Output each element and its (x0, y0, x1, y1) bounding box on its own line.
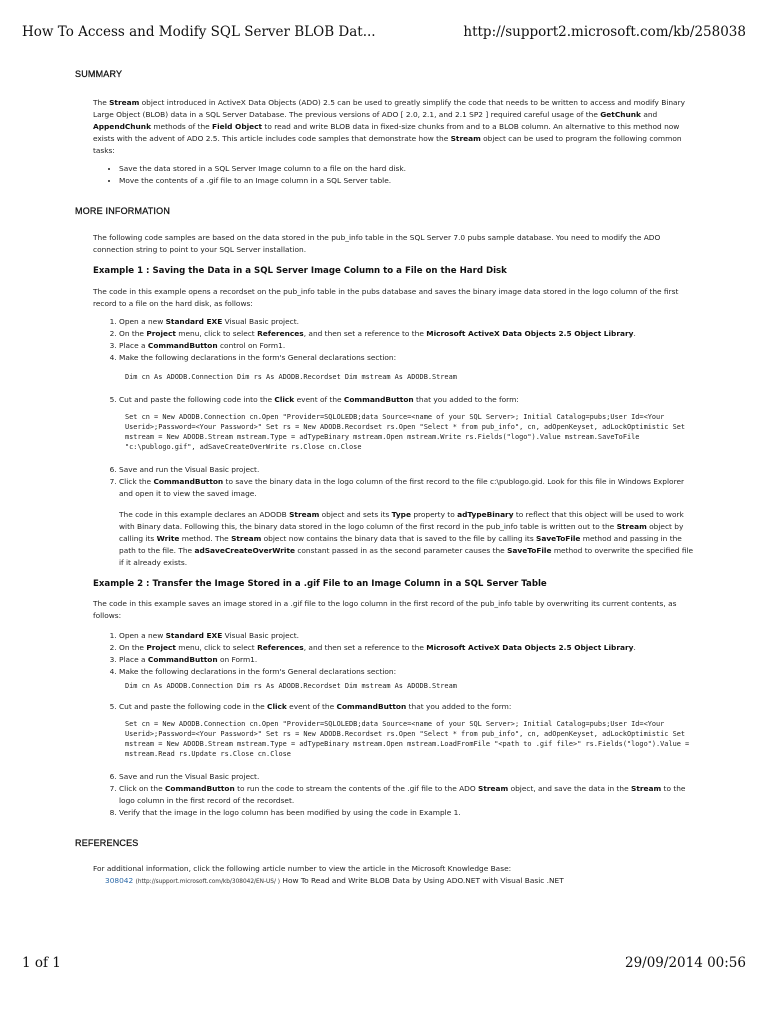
bold-term: Stream (631, 784, 662, 793)
bold-term: Project (146, 329, 176, 338)
bold-term: Write (156, 534, 180, 543)
step-item: 6. Save and run the Visual Basic project. (119, 464, 697, 476)
example2-heading: Example 2 : Transfer the Image Stored in a .gif File to an Image Column in a SQL Server Table (93, 579, 547, 589)
bold-term: Stream (616, 522, 647, 531)
references-intro: For additional information, click the following article number to view the article in the Microsoft Knowledge Base: (93, 864, 512, 873)
step-item: 7. Click the CommandButton to save the binary data in the logo column of the first record to the file c:\publogo.gid. Look for this file in Windows Explorer and open it to view the saved image. (119, 476, 697, 500)
step-item: 3. Place a CommandButton control on Form1. (119, 340, 697, 352)
summary-heading: SUMMARY (75, 69, 123, 79)
bold-term: Type (391, 510, 411, 519)
bold-term: Standard EXE (165, 317, 223, 326)
bold-term: Microsoft ActiveX Data Objects 2.5 Object Library (426, 329, 634, 338)
bold-term: Standard EXE (165, 631, 223, 640)
kb-article-link[interactable]: 308042 (105, 876, 134, 885)
bold-term: adTypeBinary (457, 510, 514, 519)
bold-term: SaveToFile (536, 534, 581, 543)
bold-term: CommandButton (147, 655, 218, 664)
reference-entry (75, 875, 697, 888)
example1-explanation: The code in this example declares an ADODB Stream object and sets its Type property to adTypeBinary to reflect that this object will be used to work with Binary data. Following this, the binary data stored in the logo column of the first record in the pub_info table is written out to the Stream object by calling its Write method. The Stream object now contains the binary data that is saved to the file by calling its SaveToFile method and passing in the path to the file. The adSaveCreateOverWrite constant passed in as the second parameter causes the SaveToFile method to overwrite the specified file if it already exists. (119, 510, 694, 567)
bold-term: Click (274, 395, 295, 404)
bold-term: Stream (478, 784, 509, 793)
print-header (22, 24, 746, 40)
kb-article-url: (http://support.microsoft.com/kb/308042/EN-US/ ) (135, 879, 281, 885)
code-block: Dim cn As ADODB.Connection Dim rs As ADODB.Recordset Dim mstream As ADODB.Stream (125, 682, 457, 690)
bold-term: Project (146, 643, 176, 652)
page-url: http://support2.microsoft.com/kb/258038 (463, 24, 746, 40)
bold-term: GetChunk (600, 110, 641, 119)
summary-bullet: • Save the data stored in a SQL Server Image column to a file on the hard disk. (119, 163, 697, 175)
step-item: 2. On the Project menu, click to select References, and then set a reference to the Microsoft ActiveX Data Objects 2.5 Object Library. (119, 642, 697, 654)
code-block: Set cn = New ADODB.Connection cn.Open "Provider=SQLOLEDB;data Source=<name of your SQL Server>; Initial Catalog=pubs;User Id=<Your Userid>;Password=<Your Password>" Set rs = New ADODB.Recordset rs.Open "Select * from pub_info", cn, adOpenKeyset, adLockOptimistic Set mstream = New ADODB.Stream mstream.Type = adTypeBinary mstream.Open mstream.Write rs.Fields("logo").Value mstream.SaveToFile "c:\publogo.gif", adSaveCreateOverWrite rs.Close cn.Close (125, 413, 686, 451)
code-block: Set cn = New ADODB.Connection cn.Open "Provider=SQLOLEDB;data Source=<name of your SQL Server>; Initial Catalog=pubs;User Id=<Your Userid>;Password=<Your Password>" Set rs = New ADODB.Recordset rs.Open "Select * from pub_info", cn, adOpenKeyset, adLockOptimistic Set mstream = New ADODB.Stream mstream.Type = adTypeBinary mstream.Open mstream.LoadFromFile "<path to .gif file>" rs.Fields("logo").Value = mstream.Read rs.Update rs.Close cn.Close (125, 720, 690, 758)
step-item: 1. Open a new Standard EXE Visual Basic project. (119, 630, 697, 642)
print-footer (22, 955, 746, 971)
step-item: 4. Make the following declarations in the form's General declarations section: (119, 352, 697, 364)
print-datetime: 29/09/2014 00:56 (624, 955, 746, 971)
more-info-paragraph: The following code samples are based on the data stored in the pub_info table in the SQL Server 7.0 pubs sample database. You need to modify the ADO connection string to point to your SQL Server installation. (93, 233, 661, 254)
bold-term: CommandButton (165, 784, 235, 793)
step-item: 8. Verify that the image in the logo column has been modified by using the code in Example 1. (119, 807, 697, 819)
step-item: 4. Make the following declarations in the form's General declarations section: (119, 666, 697, 678)
step-item: 7. Click on the CommandButton to run the code to stream the contents of the .gif file to the ADO Stream object, and save the data in the Stream to the logo column in the first record of the recordset. (119, 783, 697, 807)
example2-steps-c (75, 771, 697, 819)
page-title: How To Access and Modify SQL Server BLOB Dat... (22, 24, 376, 40)
example1-heading: Example 1 : Saving the Data in a SQL Server Image Column to a File on the Hard Disk (93, 266, 507, 276)
example2-steps-b (75, 701, 697, 713)
example1-steps-b (75, 394, 697, 406)
references-heading: REFERENCES (75, 838, 139, 848)
example2-steps-a (75, 630, 697, 678)
example1-steps-a (75, 316, 697, 364)
bold-term: adSaveCreateOverWrite (194, 546, 295, 555)
summary-paragraph: The Stream object introduced in ActiveX Data Objects (ADO) 2.5 can be used to greatly simplify the code that needs to be written to access and modify Binary Large Object (BLOB) data in a SQL Server Database. The previous versions of ADO [ 2.0, 2.1, and 2.1 SP2 ] required careful usage of the GetChunk and AppendChunk methods of the Field Object to read and write BLOB data in fixed-size chunks from and to a BLOB column. An alternative to this method now exists with the advent of ADO 2.5. This article includes code samples that demonstrate how the Stream object can be used to program the following common tasks: (93, 98, 686, 155)
page-number: 1 of 1 (22, 955, 61, 971)
bold-term: References (257, 329, 304, 338)
step-item: 3. Place a CommandButton on Form1. (119, 654, 697, 666)
example1-steps-c (75, 464, 697, 500)
step-item: 1. Open a new Standard EXE Visual Basic project. (119, 316, 697, 328)
step-item: 6. Save and run the Visual Basic project. (119, 771, 697, 783)
bold-term: SaveToFile (507, 546, 552, 555)
example1-intro: The code in this example opens a recordset on the pub_info table in the pubs database and saves the binary image data stored in the logo column of the first record to a file on the hard disk, as follows: (93, 287, 679, 308)
summary-bullet: • Move the contents of a .gif file to an Image column in a SQL Server table. (119, 175, 697, 187)
step-item: 5. Cut and paste the following code in the Click event of the CommandButton that you added to the form: (119, 701, 697, 713)
bold-term: AppendChunk (93, 122, 151, 131)
example2-intro: The code in this example saves an image stored in a .gif file to the logo column in the first record of the pub_info table by overwriting its current contents, as follows: (93, 599, 677, 620)
summary-bullet-list (75, 163, 697, 187)
bold-term: Stream (231, 534, 262, 543)
bold-term: CommandButton (336, 702, 407, 711)
bold-term: Stream (450, 134, 481, 143)
bold-term: Field Object (212, 122, 263, 131)
bold-term: Stream (109, 98, 140, 107)
bold-term: Stream (289, 510, 320, 519)
step-item: 5. Cut and paste the following code into the Click event of the CommandButton that you added to the form: (119, 394, 697, 406)
bold-term: References (257, 643, 304, 652)
bold-term: Click (267, 702, 287, 711)
article-content (75, 68, 697, 888)
kb-article-title: How To Read and Write BLOB Data by Using ADO.NET with Visual Basic .NET (282, 876, 564, 885)
code-block: Dim cn As ADODB.Connection Dim rs As ADODB.Recordset Dim mstream As ADODB.Stream (125, 373, 457, 381)
bold-term: Microsoft ActiveX Data Objects 2.5 Object Library (426, 643, 634, 652)
bold-term: CommandButton (153, 477, 224, 486)
bold-term: CommandButton (147, 341, 218, 350)
step-item: 2. On the Project menu, click to select References, and then set a reference to the Microsoft ActiveX Data Objects 2.5 Object Library. (119, 328, 697, 340)
bold-term: CommandButton (343, 395, 414, 404)
more-info-heading: MORE INFORMATION (75, 206, 171, 216)
